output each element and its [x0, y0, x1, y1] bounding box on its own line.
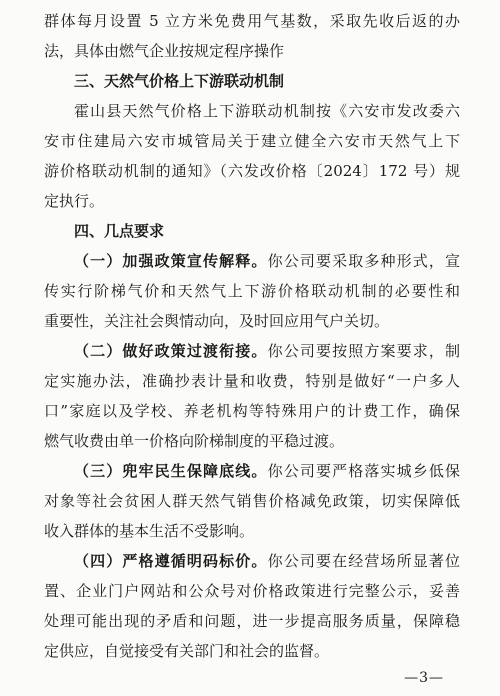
requirement-item-first-line — [44, 336, 460, 366]
requirement-item-first-line — [44, 456, 460, 486]
body-line: 口”家庭以及学校、养老机构等特殊用户的计费工作，确保 — [44, 402, 460, 420]
body-line: 定执行。 — [44, 192, 105, 210]
requirement-item-first-line — [44, 246, 460, 276]
page-number: —3— — [404, 670, 444, 686]
requirement-text: 你公司要严格落实城乡低保 — [267, 462, 460, 480]
section-heading: 四、几点要求 — [74, 222, 165, 240]
body-line: 重要性，关注社会舆情动向，及时回应用气户关切。 — [44, 312, 390, 330]
body-line: 安市住建局六安市城管局关于建立健全六安市天然气上下 — [44, 132, 460, 150]
requirement-title: （二）做好政策过渡衔接。 — [74, 342, 268, 360]
body-line: 收入群体的基本生活不受影响。 — [44, 522, 255, 540]
body-line: 置、企业门户网站和公众号对价格政策进行完整公示，妥善 — [44, 582, 460, 600]
body-line: 法，具体由燃气企业按规定程序操作 — [44, 42, 285, 60]
requirement-text: 你公司要按照方案要求，制 — [267, 342, 460, 360]
body-line: 燃气收费由单一价格向阶梯制度的平稳过渡。 — [44, 432, 345, 450]
body-line: 传实行阶梯气价和天然气上下游价格联动机制的必要性和 — [44, 282, 460, 300]
body-line: 定供应，自觉接受有关部门和社会的监督。 — [44, 642, 330, 660]
section-heading: 三、天然气价格上下游联动机制 — [74, 72, 285, 90]
requirement-text: 你公司要采取多种形式，宣 — [267, 252, 460, 270]
body-line: 定实施办法，准确抄表计量和收费，特别是做好“一户多人 — [44, 372, 460, 390]
requirement-item-first-line — [44, 546, 460, 576]
requirement-text: 你公司要在经营场所显著位 — [267, 552, 460, 570]
requirement-title: （一）加强政策宣传解释。 — [74, 252, 268, 270]
requirement-title: （三）兜牢民生保障底线。 — [74, 462, 268, 480]
body-line: 群体每月设置 5 立方米免费用气基数，采取先收后返的办 — [44, 12, 460, 30]
body-line: 处理可能出现的矛盾和问题，进一步提高服务质量，保障稳 — [44, 612, 460, 630]
body-line: 对象等社会贫困人群天然气销售价格减免政策，切实保障低 — [44, 492, 460, 510]
body-line: 霍山县天然气价格上下游联动机制按《六安市发改委六 — [74, 102, 460, 120]
requirement-title: （四）严格遵循明码标价。 — [74, 552, 268, 570]
body-line: 游价格联动机制的通知》（六发改价格〔2024〕172 号）规 — [44, 162, 460, 180]
